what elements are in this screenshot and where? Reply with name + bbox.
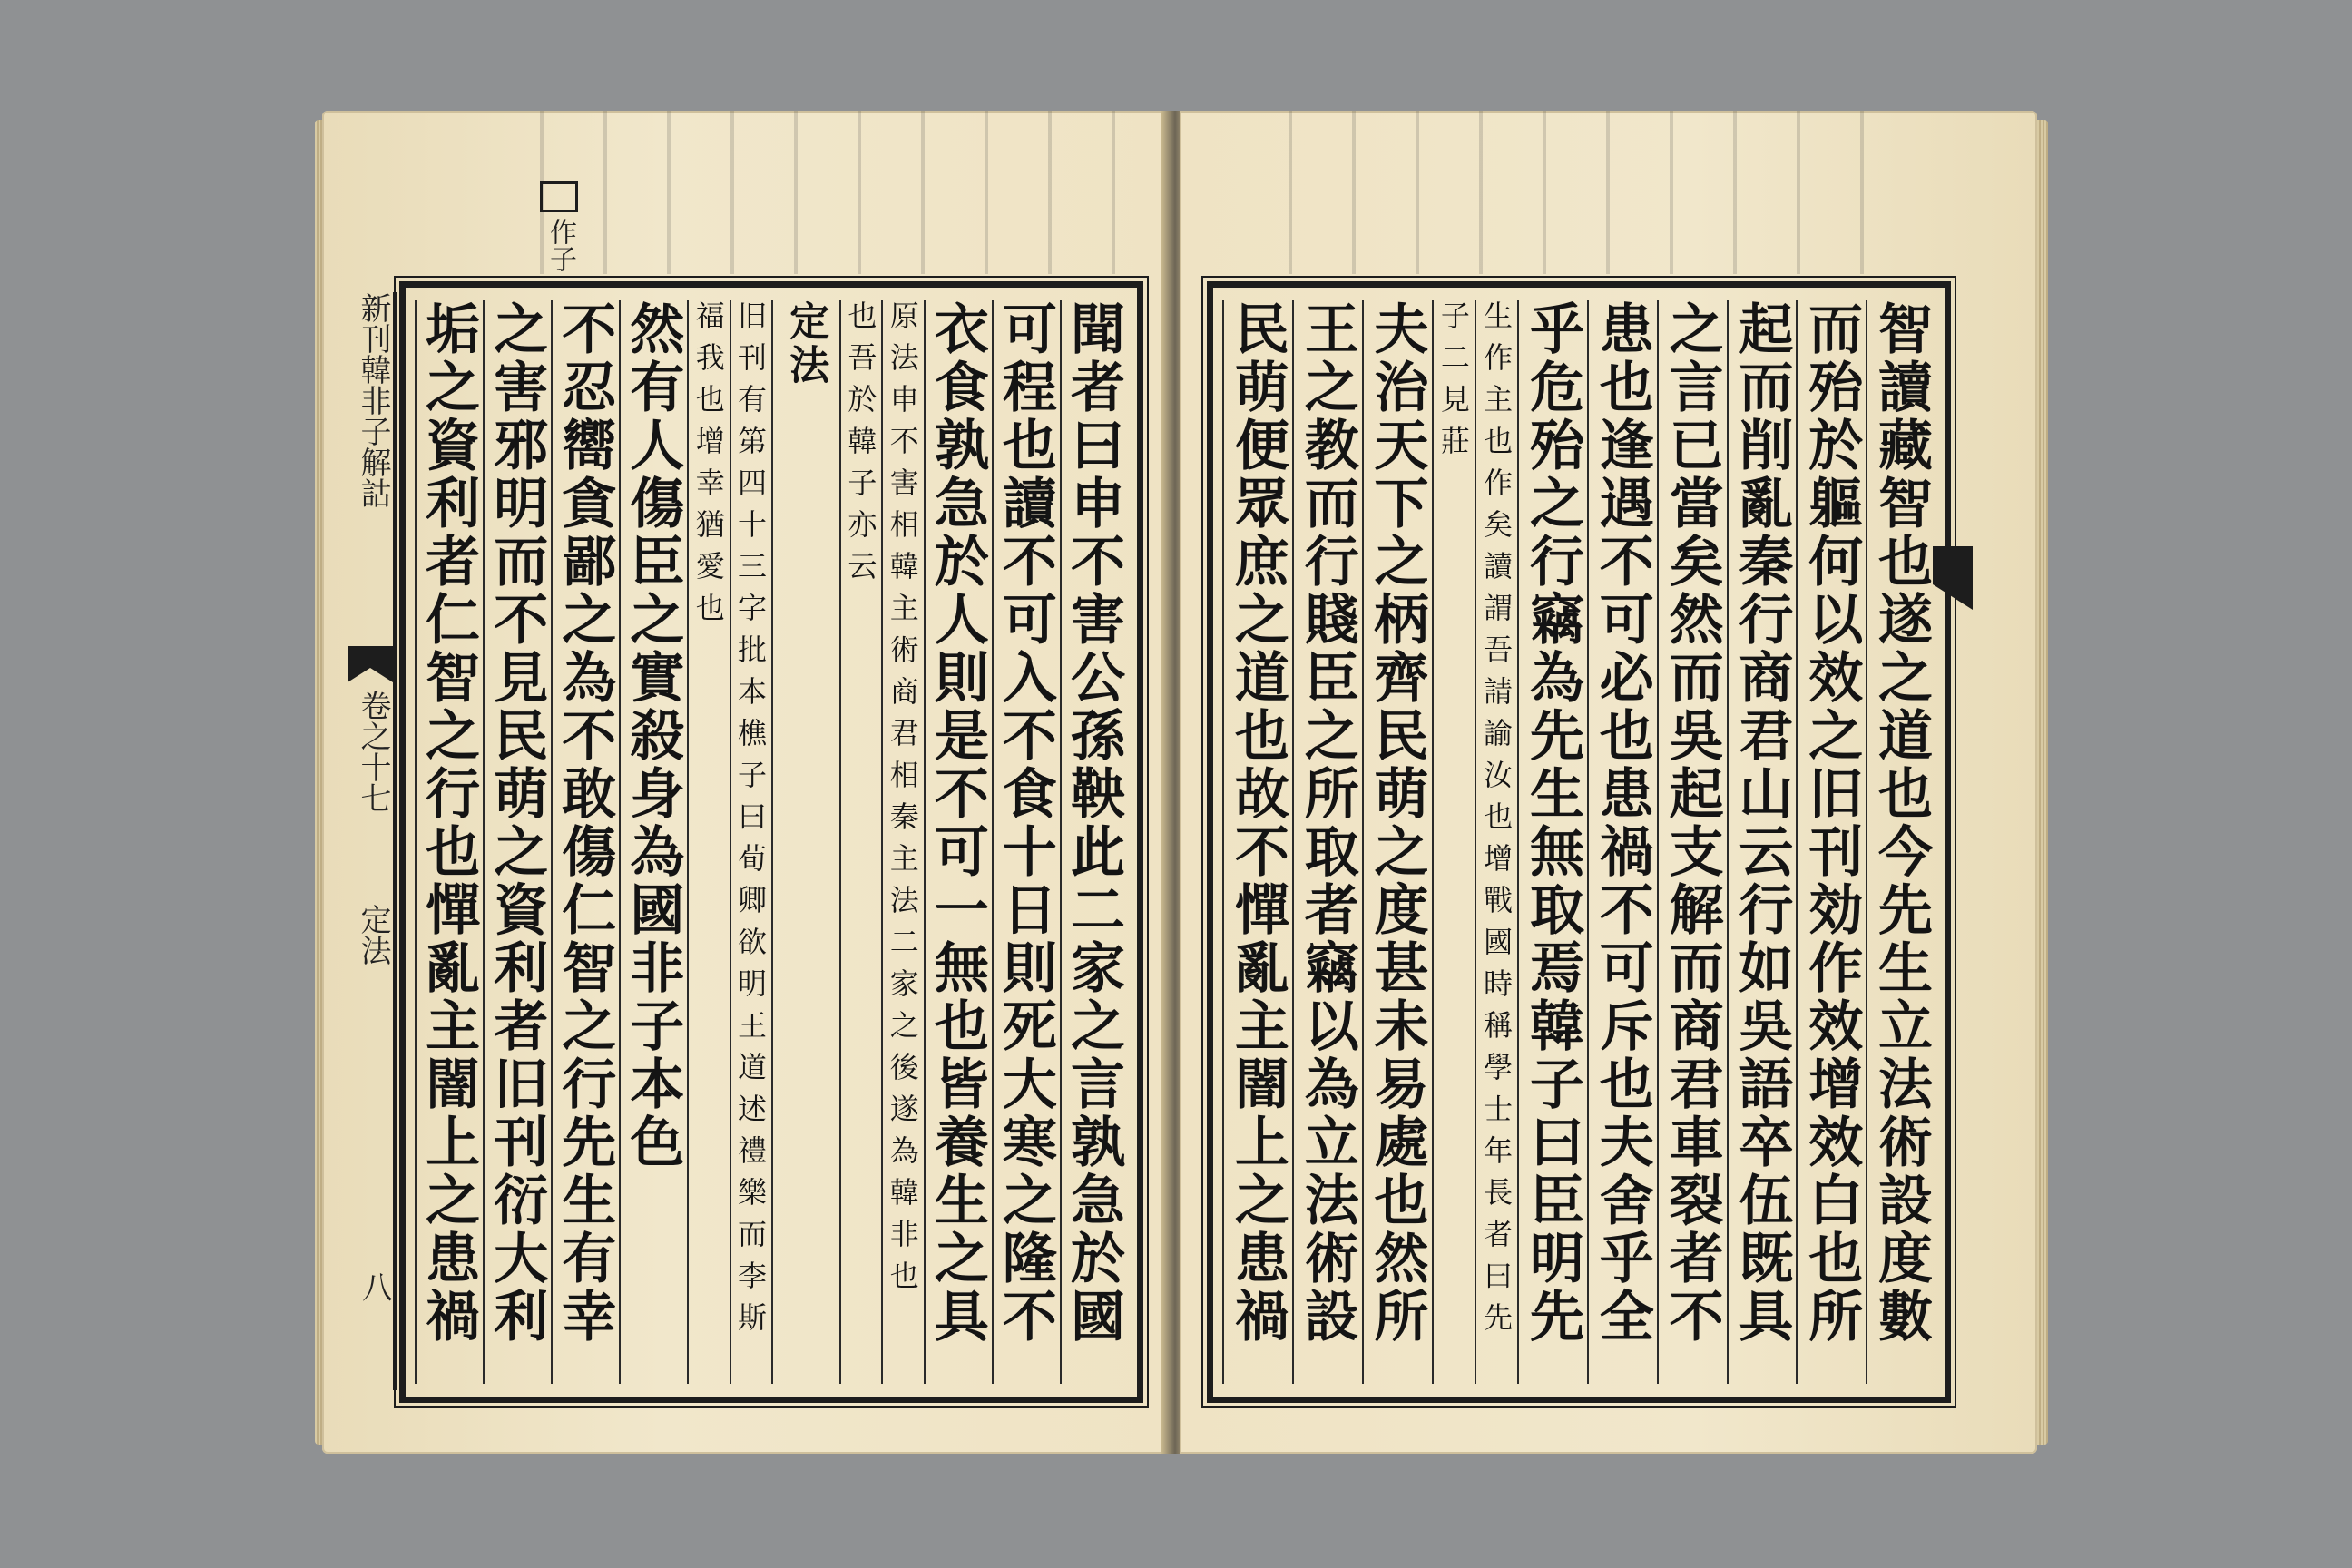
margin-volume: 卷之十七 [355, 690, 391, 813]
margin-title: 新刊韓非子解詁 [355, 292, 391, 508]
text-column: 福我也增幸猶愛也 [687, 300, 729, 1384]
text-column: 衣食孰急於人則是不可一無也皆養生之具 [924, 300, 992, 1384]
right-text-columns [1222, 300, 1936, 1384]
text-column: 而殆於軀何以效之旧刊効作效增效白也所 [1796, 300, 1866, 1384]
top-note-mark [540, 181, 578, 212]
text-column: 原法申不害相韓主術商君相秦主法二家之後遂為韓非也 [881, 300, 923, 1384]
right-text-frame [1207, 281, 1951, 1403]
margin-chapter: 定法 [355, 904, 391, 965]
show-through-texture [504, 111, 1139, 274]
text-column: 然有人傷臣之實殺身為國非子本色 [619, 300, 687, 1384]
text-column: 聞者曰申不害公孫鞅此二家之言孰急於國 [1060, 300, 1128, 1384]
text-column: 患也逢遇不可必也患禍不可斥也夫舍乎全 [1587, 300, 1657, 1384]
margin-column [349, 292, 397, 1390]
text-column: 生作主也作矣讀謂吾請諭汝也增戰國時稱學士年長者曰先 [1475, 300, 1517, 1384]
top-note: 作子 [544, 218, 576, 272]
text-column: 旧刊有第四十三字批本樵子曰荀卿欲明王道述禮樂而李斯 [730, 300, 771, 1384]
text-column: 可程也讀不可入不食十日則死大寒之隆不 [992, 300, 1060, 1384]
text-column: 垢之資利者仁智之行也憚亂主闇上之患禍 [415, 300, 483, 1384]
text-column: 不忍嚮貪鄙之為不敢傷仁智之行先生有幸 [551, 300, 619, 1384]
text-column: 乎危殆之行竊為先生無取焉韓子曰臣明先 [1517, 300, 1587, 1384]
text-column: 民萌便眾庶之道也故不憚亂主闇上之患禍 [1222, 300, 1292, 1384]
text-column: 王之教而行賤臣之所取者竊以為立法術設 [1292, 300, 1362, 1384]
text-column: 之害邪明而不見民萌之資利者旧刊衍大利 [483, 300, 551, 1384]
left-page [322, 111, 1171, 1454]
left-text-frame [399, 281, 1143, 1403]
text-column: 子二見莊 [1432, 300, 1475, 1384]
text-column: 之言已當矣然而吳起支解而商君車裂者不 [1657, 300, 1727, 1384]
text-column: 也吾於韓子亦云 [839, 300, 881, 1384]
text-column: 夫治天下之柄齊民萌之度甚未易處也然所 [1362, 300, 1432, 1384]
right-page [1180, 111, 2037, 1454]
text-column: 智讀藏智也遂之道也今先生立法術設度數 [1866, 300, 1936, 1384]
text-column: 定法 [771, 300, 839, 1384]
open-book [322, 102, 2037, 1463]
show-through-texture [1252, 111, 1887, 274]
text-column: 起而削亂秦行商君山云行如吳語卒伍既具 [1727, 300, 1797, 1384]
page-number: 八 [362, 1270, 393, 1307]
left-text-columns [415, 300, 1128, 1384]
